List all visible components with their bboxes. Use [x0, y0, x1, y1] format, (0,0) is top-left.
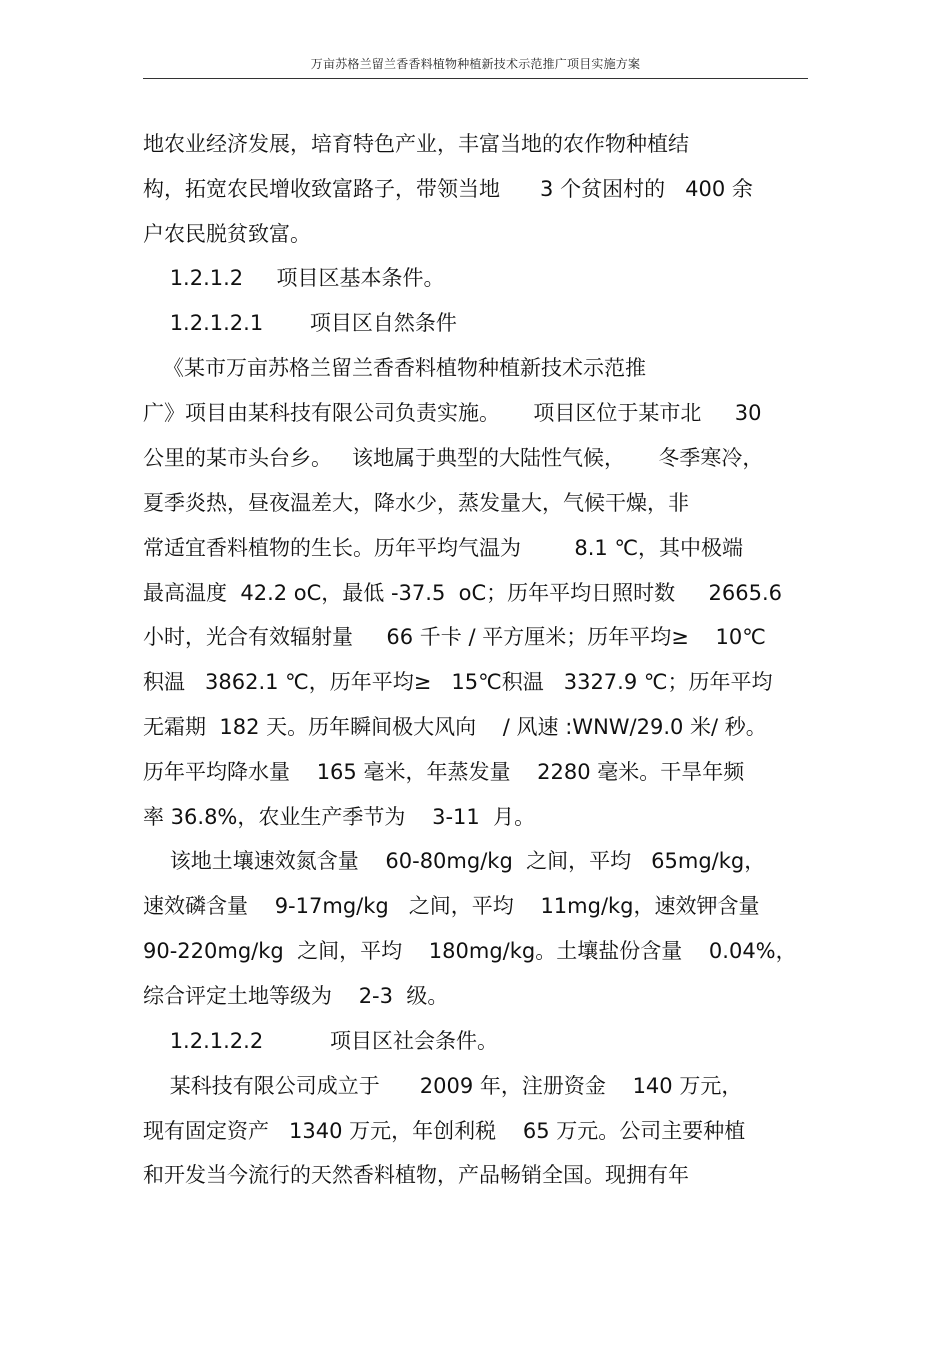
section-heading-1-2-1-2-2: 1.2.1.2.2 项目区社会条件。: [143, 1029, 498, 1053]
body-line: 历年平均降水量 165 毫米，年蒸发量 2280 毫米。干旱年频: [143, 760, 745, 784]
body-line: 《某市万亩苏格兰留兰香香料植物种植新技术示范推: [143, 356, 647, 380]
body-line: 地农业经济发展，培育特色产业，丰富当地的农作物种植结: [143, 132, 689, 156]
body-line: 小时，光合有效辐射量 66 千卡 / 平方厘米；历年平均≥ 10℃: [143, 625, 766, 649]
body-line: 综合评定土地等级为 2-3 级。: [143, 984, 449, 1008]
section-heading-1-2-1-2-1: 1.2.1.2.1 项目区自然条件: [143, 311, 457, 335]
body-line: 户农民脱贫致富。: [143, 222, 311, 246]
body-line: 90-220mg/kg 之间，平均 180mg/kg。土壤盐份含量 0.04%，: [143, 939, 797, 963]
body-line: 现有固定资产 1340 万元，年创利税 65 万元。公司主要种植: [143, 1119, 746, 1143]
header-divider: [143, 78, 808, 79]
body-line: 和开发当今流行的天然香料植物，产品畅销全国。现拥有年: [143, 1163, 689, 1187]
body-line: 积温 3862.1 ℃，历年平均≥ 15℃积温 3327.9 ℃；历年平均: [143, 670, 773, 694]
body-line: 广》项目由某科技有限公司负责实施。 项目区位于某市北 30: [143, 401, 762, 425]
body-line: 率 36.8%，农业生产季节为 3-11 月。: [143, 805, 536, 829]
body-line: 构，拓宽农民增收致富路子，带领当地 3 个贫困村的 400 余: [143, 177, 753, 201]
body-line: 公里的某市头台乡。 该地属于典型的大陆性气候， 冬季寒冷，: [143, 446, 764, 470]
body-line: 无霜期 182 天。历年瞬间极大风向 / 风速 :WNW/29.0 米/ 秒。: [143, 715, 767, 739]
body-line: 夏季炎热，昼夜温差大，降水少，蒸发量大，气候干燥，非: [143, 491, 689, 515]
section-heading-1-2-1-2: 1.2.1.2 项目区基本条件。: [143, 266, 445, 290]
running-header: 万亩苏格兰留兰香香料植物种植新技术示范推广项目实施方案: [310, 57, 641, 71]
body-line: 某科技有限公司成立于 2009 年，注册资金 140 万元，: [143, 1074, 743, 1098]
body-line: 速效磷含量 9-17mg/kg 之间，平均 11mg/kg，速效钾含量: [143, 894, 760, 918]
body-line: 该地土壤速效氮含量 60-80mg/kg 之间，平均 65mg/kg，: [143, 849, 766, 873]
body-line: 常适宜香料植物的生长。历年平均气温为 8.1 ℃，其中极端: [143, 536, 744, 560]
body-line: 最高温度 42.2 oC，最低 -37.5 oC；历年平均日照时数 2665.6: [143, 581, 783, 605]
